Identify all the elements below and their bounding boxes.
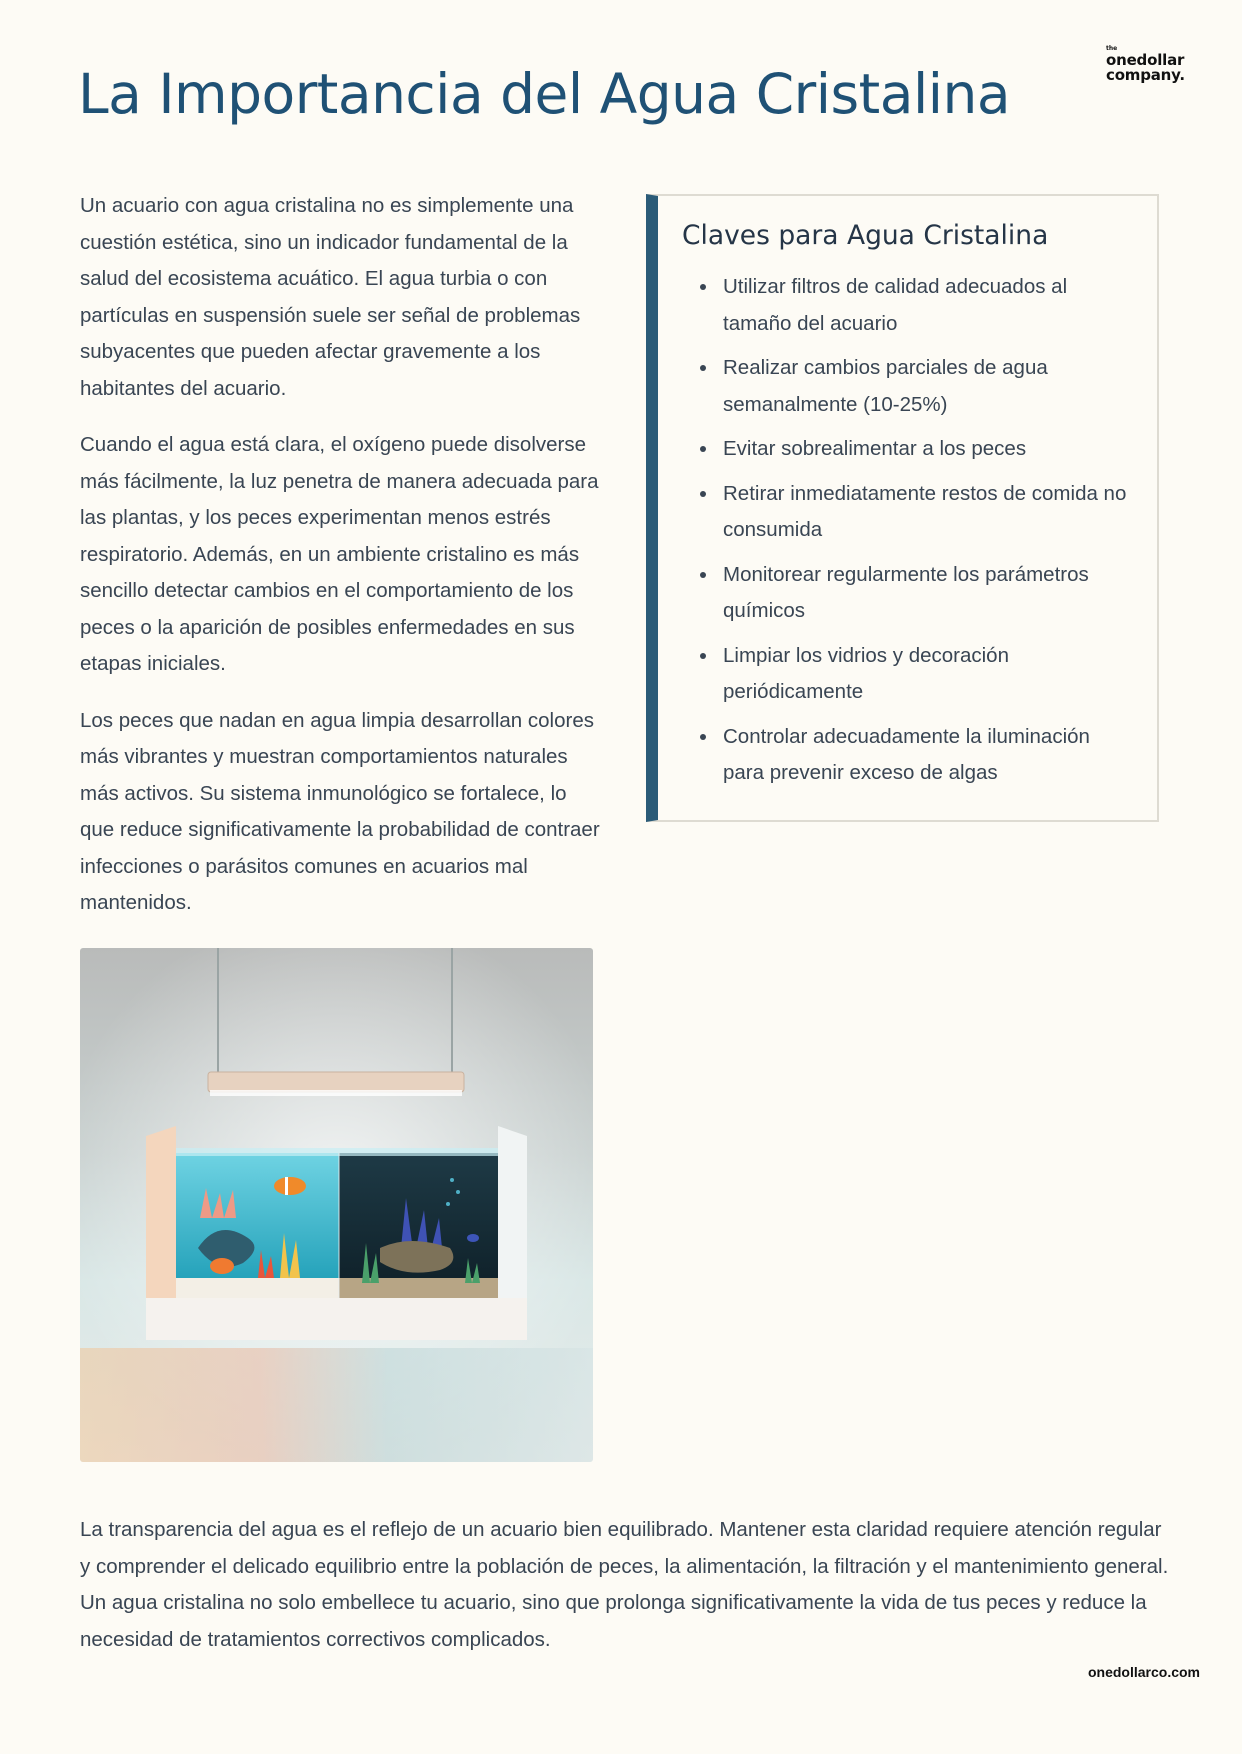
tank-frame-right xyxy=(498,1126,527,1308)
clownfish-stripe xyxy=(285,1177,288,1195)
bubble xyxy=(456,1190,460,1194)
bubble xyxy=(450,1178,454,1182)
keys-list-item: • Controlar adecuadamente la iluminación para prevenir exceso de algas xyxy=(719,719,1127,792)
logo-line-2: company. xyxy=(1106,66,1185,84)
intro-paragraph: Un acuario con agua cristalina no es simplemente una cuestión estética, sino un indicador fundamental de la salud del ecosistema acuático. El agua turbia o con partículas en suspensión suele ser señal de problemas subyacentes que pueden afectar gravemente a los habitantes del acuario. xyxy=(80,194,581,400)
floor-reflection xyxy=(80,1348,593,1462)
logo-small-text: the xyxy=(1106,45,1118,52)
aquarium-drawing xyxy=(80,948,593,1462)
keys-list-item: • Limpiar los vidrios y decoración periódicamente xyxy=(719,638,1127,711)
lamp-light-strip xyxy=(210,1090,462,1096)
water-surface xyxy=(176,1148,498,1156)
intro-paragraph: Cuando el agua está clara, el oxígeno puede disolverse más fácilmente, la luz penetra de manera adecuada para las plantas, y los peces experimentan menos estrés respiratorio. Además, en un ambiente cristalino es más sencillo detectar cambios en el comportamiento de los peces o la aparición de posibles enfermedades en sus etapas iniciales. xyxy=(80,433,599,675)
tank-base xyxy=(146,1298,527,1340)
keys-list-item: • Realizar cambios parciales de agua semanalmente (10-25%) xyxy=(719,350,1127,423)
small-fish xyxy=(210,1258,234,1274)
keys-list xyxy=(682,269,1127,792)
clear-water-half xyxy=(176,1153,339,1298)
keys-list-item: • Monitorear regularmente los parámetros químicos xyxy=(719,557,1127,630)
logo-line-1: onedollar xyxy=(1106,51,1185,69)
intro-text-column xyxy=(80,188,600,942)
keys-list-item: • Utilizar filtros de calidad adecuados al tamaño del acuario xyxy=(719,269,1127,342)
aquarium-lamp xyxy=(208,1072,464,1092)
aquarium-illustration xyxy=(80,948,593,1462)
company-logo xyxy=(1106,46,1202,83)
murky-fish xyxy=(467,1234,479,1242)
closing-paragraph: La transparencia del agua es el reflejo de un acuario bien equilibrado. Mantener esta claridad requiere atención regular y comprender el delicado equilibrio entre la población de peces, la alimentación, la filtración y el mantenimiento general. Un agua cristalina no solo embellece tu acuario, sino que prolonga significativamente la vida de tus peces y reduce la necesidad de tratamientos correctivos complicados. xyxy=(80,1518,1169,1651)
bubble xyxy=(446,1202,450,1206)
intro-paragraph: Los peces que nadan en agua limpia desarrollan colores más vibrantes y muestran comportamientos naturales más activos. Su sistema inmunológico se fortalece, lo que reduce significativamente la probabilidad de contraer infecciones o parásitos comunes en acuarios mal mantenidos. xyxy=(80,708,600,914)
keys-callout-box xyxy=(646,194,1159,822)
clownfish xyxy=(274,1177,306,1195)
page-title: La Importancia del Agua Cristalina xyxy=(78,62,1011,126)
keys-list-item: • Retirar inmediatamente restos de comida no consumida xyxy=(719,476,1127,549)
clear-sand xyxy=(176,1278,339,1298)
tank-frame-left xyxy=(146,1126,176,1308)
footer-url: onedollarco.com xyxy=(1087,1664,1200,1680)
keys-list-item: • Evitar sobrealimentar a los peces xyxy=(719,431,1127,468)
keys-heading: Claves para Agua Cristalina xyxy=(682,220,1049,251)
